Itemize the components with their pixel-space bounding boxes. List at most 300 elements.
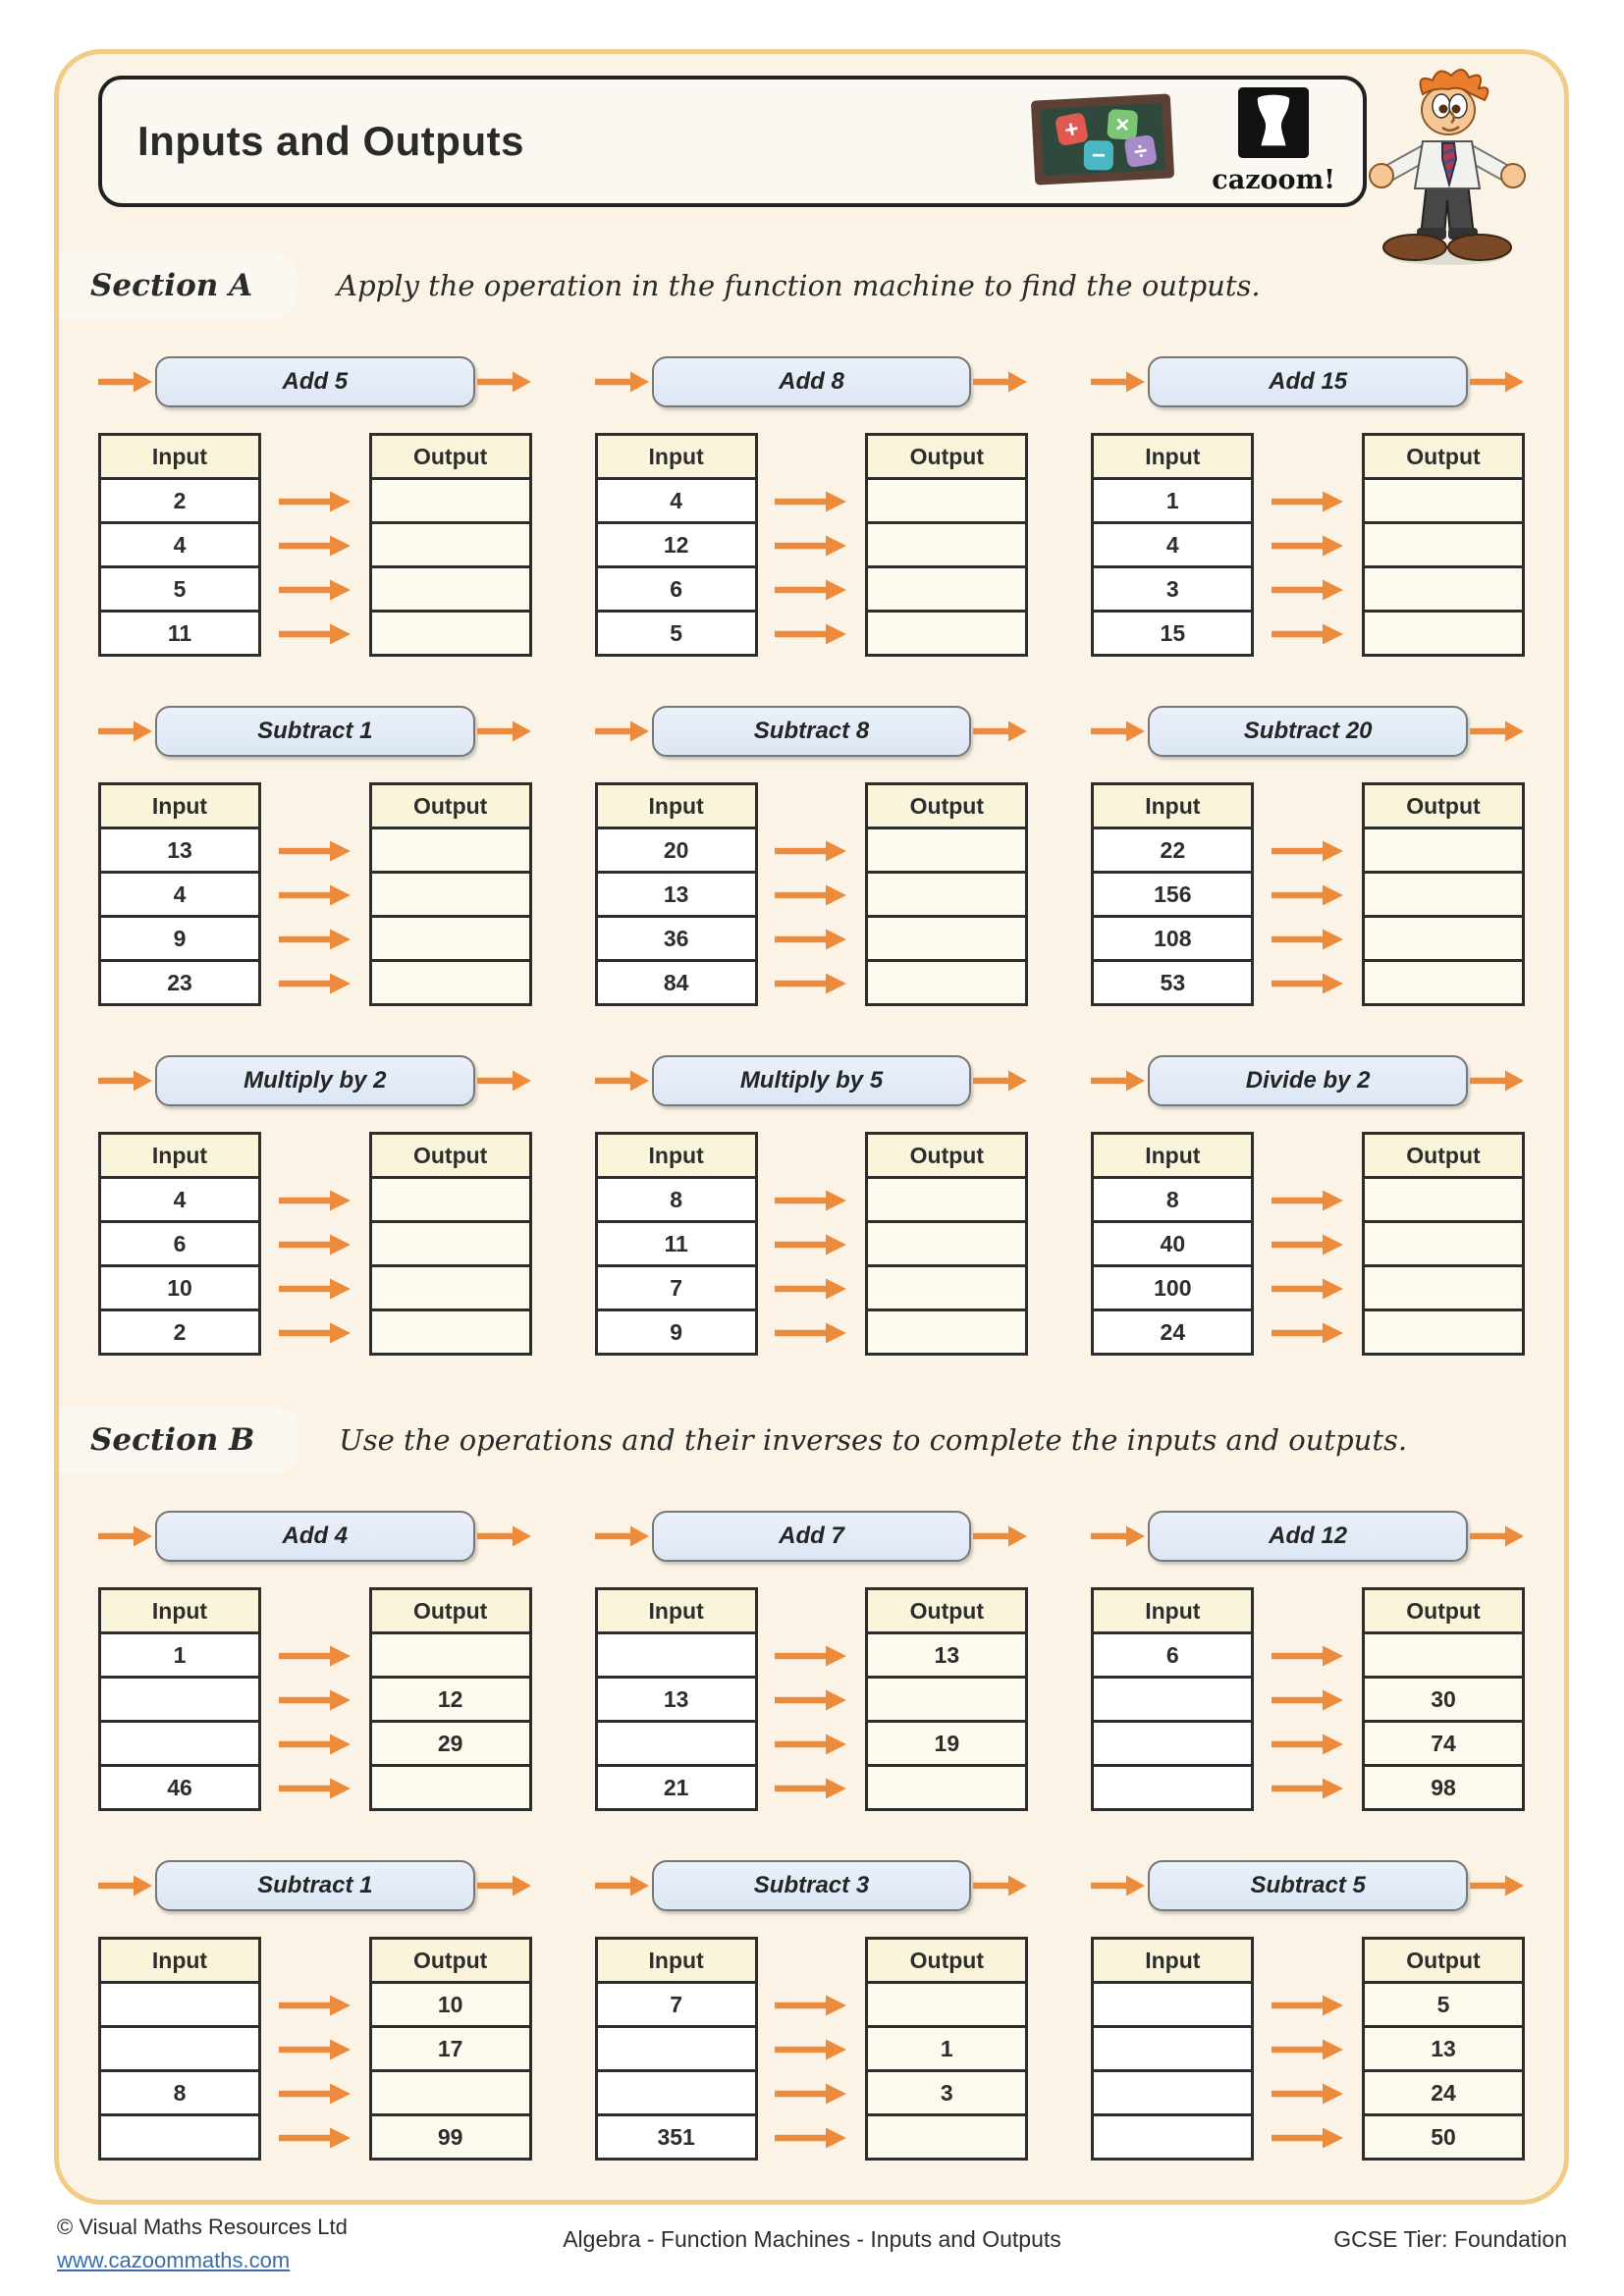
input-value-cell: 11	[596, 1222, 756, 1266]
arrow-right-icon	[1470, 1070, 1525, 1092]
row-arrows	[1254, 828, 1362, 1005]
section-b-instruction: Use the operations and their inverses to complete the inputs and outputs.	[339, 1423, 1408, 1457]
input-value-cell	[596, 1722, 756, 1766]
input-value-cell: 13	[100, 828, 260, 873]
input-value-cell: 1	[100, 1633, 260, 1678]
arrow-right-icon	[775, 1995, 847, 2016]
output-value-cell	[370, 1766, 530, 1810]
arrow-right-icon	[1272, 1995, 1344, 2016]
input-value-cell: 4	[1093, 523, 1253, 567]
function-machine	[595, 1860, 1029, 2161]
chalkboard-icon	[1029, 90, 1176, 193]
input-table	[595, 1587, 758, 1811]
output-value-cell	[867, 523, 1027, 567]
output-value-cell	[370, 1178, 530, 1222]
operation-label: Subtract 1	[257, 718, 373, 744]
arrow-right-icon	[775, 973, 847, 994]
arrow-right-icon	[973, 371, 1028, 393]
input-table	[595, 1132, 758, 1356]
arrow-right-icon	[279, 2127, 352, 2149]
row-arrows	[261, 1983, 369, 2160]
input-value-cell: 6	[596, 567, 756, 612]
output-value-cell: 1	[867, 2027, 1027, 2071]
arrow-right-icon	[1470, 1525, 1525, 1547]
input-value-cell: 8	[596, 1178, 756, 1222]
arrow-right-icon	[775, 491, 847, 512]
arrow-right-icon	[595, 1525, 650, 1547]
function-machine	[1091, 706, 1525, 1006]
output-column-header: Output	[867, 1939, 1027, 1983]
input-value-cell	[1093, 2027, 1253, 2071]
output-column-header: Output	[867, 1134, 1027, 1178]
operation-label: Add 15	[1269, 368, 1348, 395]
arrow-right-icon	[775, 2127, 847, 2149]
operation-label: Add 7	[779, 1522, 844, 1549]
arrow-right-icon	[775, 1278, 847, 1300]
input-column-header: Input	[596, 1134, 756, 1178]
arrow-right-icon	[279, 535, 352, 557]
function-machine	[98, 1055, 532, 1356]
arrow-right-icon	[98, 1525, 153, 1547]
row-arrows	[261, 1633, 369, 1810]
arrow-right-icon	[1470, 721, 1525, 742]
output-value-cell	[1363, 1266, 1523, 1310]
output-value-cell	[370, 1310, 530, 1355]
arrow-right-icon	[775, 2039, 847, 2060]
output-value-cell	[867, 828, 1027, 873]
output-table	[369, 782, 532, 1006]
row-arrows	[1254, 479, 1362, 656]
arrow-right-icon	[1272, 2083, 1344, 2105]
input-table	[1091, 1132, 1254, 1356]
input-value-cell: 4	[100, 873, 260, 917]
section-b-label: Section B	[59, 1407, 299, 1473]
output-value-cell	[370, 479, 530, 523]
output-value-cell	[1363, 567, 1523, 612]
output-table	[369, 433, 532, 657]
input-value-cell: 12	[596, 523, 756, 567]
input-value-cell: 22	[1093, 828, 1253, 873]
operation-box	[155, 1860, 475, 1911]
input-value-cell	[1093, 2115, 1253, 2160]
output-value-cell: 98	[1363, 1766, 1523, 1810]
arrow-right-icon	[98, 721, 153, 742]
input-column-header: Input	[100, 784, 260, 828]
svg-text:×: ×	[1114, 110, 1131, 138]
arrow-right-icon	[1272, 2039, 1344, 2060]
output-value-cell	[867, 1266, 1027, 1310]
operation-box	[1148, 1511, 1468, 1562]
input-table	[98, 1132, 261, 1356]
arrow-right-icon	[477, 371, 532, 393]
arrow-right-icon	[279, 623, 352, 645]
input-value-cell: 5	[596, 612, 756, 656]
arrow-right-icon	[1272, 623, 1344, 645]
output-value-cell	[370, 828, 530, 873]
function-machine	[1091, 1860, 1525, 2161]
output-value-cell	[1363, 523, 1523, 567]
output-value-cell	[867, 1222, 1027, 1266]
arrow-right-icon	[279, 1995, 352, 2016]
output-value-cell: 13	[867, 1633, 1027, 1678]
output-table	[1362, 782, 1525, 1006]
operation-label: Subtract 1	[257, 1872, 373, 1898]
input-table	[595, 433, 758, 657]
output-value-cell	[867, 479, 1027, 523]
arrow-right-icon	[1091, 1875, 1146, 1896]
output-value-cell: 17	[370, 2027, 530, 2071]
output-column-header: Output	[1363, 1134, 1523, 1178]
input-value-cell: 13	[596, 1678, 756, 1722]
cazoom-logo	[1212, 87, 1335, 195]
input-column-header: Input	[596, 1589, 756, 1633]
arrow-right-icon	[973, 1525, 1028, 1547]
output-value-cell	[370, 1266, 530, 1310]
input-value-cell	[100, 1722, 260, 1766]
row-arrows	[1254, 1983, 1362, 2160]
output-column-header: Output	[1363, 1939, 1523, 1983]
arrow-right-icon	[279, 1234, 352, 1255]
row-arrows	[758, 1633, 866, 1810]
operation-box	[652, 706, 972, 757]
output-value-cell: 19	[867, 1722, 1027, 1766]
section-a-instruction: Apply the operation in the function machine to find the outputs.	[337, 269, 1261, 302]
output-value-cell	[867, 567, 1027, 612]
arrow-right-icon	[279, 1734, 352, 1755]
input-value-cell	[100, 1678, 260, 1722]
section-a-label: Section A	[59, 252, 298, 319]
arrow-right-icon	[1272, 840, 1344, 862]
arrow-right-icon	[279, 973, 352, 994]
output-table	[865, 782, 1028, 1006]
output-value-cell	[1363, 828, 1523, 873]
output-column-header: Output	[1363, 784, 1523, 828]
output-table	[1362, 1937, 1525, 2161]
output-value-cell	[370, 523, 530, 567]
function-machine	[1091, 356, 1525, 657]
row-arrows	[1254, 1633, 1362, 1810]
arrow-right-icon	[279, 1278, 352, 1300]
arrow-right-icon	[1091, 371, 1146, 393]
input-value-cell: 100	[1093, 1266, 1253, 1310]
title-box	[98, 76, 1367, 207]
arrow-right-icon	[775, 1322, 847, 1344]
arrow-right-icon	[1272, 579, 1344, 601]
operation-box	[1148, 1055, 1468, 1106]
arrow-right-icon	[279, 579, 352, 601]
function-machine	[1091, 1055, 1525, 1356]
output-value-cell	[370, 961, 530, 1005]
input-value-cell	[1093, 1983, 1253, 2027]
output-value-cell	[370, 873, 530, 917]
row-arrows	[1254, 1178, 1362, 1355]
input-value-cell	[100, 2027, 260, 2071]
output-column-header: Output	[370, 1939, 530, 1983]
input-value-cell: 351	[596, 2115, 756, 2160]
output-value-cell: 13	[1363, 2027, 1523, 2071]
page-title: Inputs and Outputs	[137, 118, 524, 164]
input-table	[595, 1937, 758, 2161]
arrow-right-icon	[1272, 1278, 1344, 1300]
arrow-right-icon	[1091, 721, 1146, 742]
operation-box	[1148, 706, 1468, 757]
input-value-cell: 15	[1093, 612, 1253, 656]
arrow-right-icon	[775, 1734, 847, 1755]
output-table	[369, 1132, 532, 1356]
output-value-cell	[867, 1678, 1027, 1722]
operation-box	[652, 1860, 972, 1911]
input-value-cell: 53	[1093, 961, 1253, 1005]
input-value-cell	[1093, 1678, 1253, 1722]
arrow-right-icon	[1091, 1070, 1146, 1092]
output-column-header: Output	[370, 1589, 530, 1633]
arrow-right-icon	[775, 1190, 847, 1211]
worksheet-topic: Algebra - Function Machines - Inputs and Outputs	[563, 2226, 1061, 2252]
output-value-cell	[867, 873, 1027, 917]
input-value-cell: 36	[596, 917, 756, 961]
input-value-cell: 2	[100, 1310, 260, 1355]
input-table	[98, 1937, 261, 2161]
input-column-header: Input	[596, 1939, 756, 1983]
row-arrows	[261, 1178, 369, 1355]
arrow-right-icon	[1470, 371, 1525, 393]
output-value-cell	[370, 567, 530, 612]
operation-box	[652, 356, 972, 407]
input-column-header: Input	[1093, 1939, 1253, 1983]
function-machine	[98, 1511, 532, 1811]
output-table	[865, 1132, 1028, 1356]
input-column-header: Input	[1093, 1134, 1253, 1178]
output-value-cell	[1363, 479, 1523, 523]
input-value-cell: 5	[100, 567, 260, 612]
input-value-cell: 7	[596, 1983, 756, 2027]
function-machine	[98, 1860, 532, 2161]
output-value-cell: 10	[370, 1983, 530, 2027]
output-value-cell: 99	[370, 2115, 530, 2160]
operation-label: Subtract 5	[1250, 1872, 1366, 1898]
tier-label: GCSE Tier: Foundation	[1333, 2226, 1567, 2252]
operation-box	[1148, 1860, 1468, 1911]
page-footer	[57, 2211, 1567, 2277]
arrow-right-icon	[775, 884, 847, 906]
arrow-right-icon	[279, 929, 352, 950]
arrow-right-icon	[775, 2083, 847, 2105]
arrow-right-icon	[775, 929, 847, 950]
operation-box	[652, 1511, 972, 1562]
section-a-machines	[98, 356, 1525, 1356]
svg-text:−: −	[1091, 141, 1107, 169]
operation-label: Subtract 20	[1243, 718, 1373, 744]
input-value-cell: 8	[100, 2071, 260, 2115]
input-table	[98, 1587, 261, 1811]
input-value-cell: 21	[596, 1766, 756, 1810]
arrow-right-icon	[775, 1645, 847, 1667]
input-value-cell: 20	[596, 828, 756, 873]
input-value-cell: 1	[1093, 479, 1253, 523]
function-machine	[595, 706, 1029, 1006]
operation-box	[155, 1511, 475, 1562]
arrow-right-icon	[1272, 1689, 1344, 1711]
arrow-right-icon	[477, 1525, 532, 1547]
mascot-character	[1364, 62, 1531, 270]
input-value-cell	[596, 1633, 756, 1678]
input-table	[98, 433, 261, 657]
arrow-right-icon	[279, 1689, 352, 1711]
output-value-cell	[867, 1766, 1027, 1810]
function-machine	[1091, 1511, 1525, 1811]
output-table	[865, 433, 1028, 657]
operation-label: Add 12	[1269, 1522, 1348, 1549]
arrow-right-icon	[973, 721, 1028, 742]
output-value-cell: 50	[1363, 2115, 1523, 2160]
copyright-text: © Visual Maths Resources Ltd	[57, 2215, 348, 2239]
output-table	[369, 1587, 532, 1811]
input-column-header: Input	[100, 1589, 260, 1633]
arrow-right-icon	[973, 1070, 1028, 1092]
arrow-right-icon	[595, 371, 650, 393]
arrow-right-icon	[775, 579, 847, 601]
output-value-cell: 30	[1363, 1678, 1523, 1722]
input-column-header: Input	[596, 435, 756, 479]
arrow-right-icon	[775, 840, 847, 862]
arrow-right-icon	[1272, 1734, 1344, 1755]
arrow-right-icon	[98, 371, 153, 393]
input-value-cell: 24	[1093, 1310, 1253, 1355]
output-table	[1362, 1132, 1525, 1356]
arrow-right-icon	[1272, 884, 1344, 906]
arrow-right-icon	[1272, 973, 1344, 994]
input-value-cell: 4	[100, 523, 260, 567]
row-arrows	[758, 1983, 866, 2160]
operation-box	[155, 356, 475, 407]
output-value-cell	[867, 1310, 1027, 1355]
input-value-cell: 156	[1093, 873, 1253, 917]
operation-label: Multiply by 5	[739, 1067, 884, 1094]
arrow-right-icon	[1272, 2127, 1344, 2149]
input-value-cell	[1093, 1766, 1253, 1810]
output-value-cell	[370, 1222, 530, 1266]
arrow-right-icon	[595, 1070, 650, 1092]
arrow-right-icon	[973, 1875, 1028, 1896]
arrow-right-icon	[98, 1070, 153, 1092]
arrow-right-icon	[1272, 491, 1344, 512]
input-table	[1091, 1587, 1254, 1811]
output-value-cell	[867, 1178, 1027, 1222]
input-value-cell: 84	[596, 961, 756, 1005]
function-machine	[98, 706, 532, 1006]
arrow-right-icon	[279, 2039, 352, 2060]
arrow-right-icon	[279, 1322, 352, 1344]
arrow-right-icon	[775, 1689, 847, 1711]
arrow-right-icon	[1272, 929, 1344, 950]
function-machine	[595, 1055, 1029, 1356]
arrow-right-icon	[279, 491, 352, 512]
output-column-header: Output	[1363, 1589, 1523, 1633]
operation-label: Add 4	[282, 1522, 349, 1549]
output-value-cell: 3	[867, 2071, 1027, 2115]
arrow-right-icon	[775, 1778, 847, 1799]
arrow-right-icon	[1272, 535, 1344, 557]
row-arrows	[261, 828, 369, 1005]
input-value-cell: 108	[1093, 917, 1253, 961]
section-b-machines	[98, 1511, 1525, 2161]
arrow-right-icon	[477, 1875, 532, 1896]
row-arrows	[261, 479, 369, 656]
operation-label: Add 5	[282, 368, 349, 395]
input-value-cell: 9	[100, 917, 260, 961]
output-table	[369, 1937, 532, 2161]
input-column-header: Input	[596, 784, 756, 828]
output-value-cell	[370, 917, 530, 961]
row-arrows	[758, 828, 866, 1005]
input-table	[98, 782, 261, 1006]
output-value-cell: 74	[1363, 1722, 1523, 1766]
output-value-cell	[370, 612, 530, 656]
arrow-right-icon	[1470, 1875, 1525, 1896]
output-column-header: Output	[370, 435, 530, 479]
input-value-cell	[1093, 2071, 1253, 2115]
output-table	[865, 1587, 1028, 1811]
output-column-header: Output	[867, 435, 1027, 479]
input-value-cell: 6	[1093, 1633, 1253, 1678]
website-link[interactable]: www.cazoommaths.com	[57, 2248, 291, 2273]
arrow-right-icon	[1272, 1234, 1344, 1255]
arrow-right-icon	[775, 535, 847, 557]
input-table	[1091, 782, 1254, 1006]
arrow-right-icon	[98, 1875, 153, 1896]
input-value-cell	[596, 2071, 756, 2115]
output-value-cell	[1363, 612, 1523, 656]
input-column-header: Input	[100, 1939, 260, 1983]
operation-label: Add 8	[779, 368, 844, 395]
arrow-right-icon	[1272, 1322, 1344, 1344]
output-value-cell	[1363, 961, 1523, 1005]
arrow-right-icon	[775, 623, 847, 645]
input-column-header: Input	[1093, 784, 1253, 828]
input-value-cell: 3	[1093, 567, 1253, 612]
input-value-cell: 10	[100, 1266, 260, 1310]
output-value-cell: 5	[1363, 1983, 1523, 2027]
input-table	[1091, 433, 1254, 657]
operation-label: Subtract 3	[753, 1872, 870, 1898]
input-value-cell	[100, 2115, 260, 2160]
input-column-header: Input	[1093, 435, 1253, 479]
input-column-header: Input	[100, 435, 260, 479]
function-machine	[595, 1511, 1029, 1811]
input-table	[595, 782, 758, 1006]
output-column-header: Output	[867, 784, 1027, 828]
arrow-right-icon	[279, 2083, 352, 2105]
output-value-cell	[867, 612, 1027, 656]
cazoom-goblet-icon	[1238, 87, 1309, 163]
output-value-cell	[1363, 1178, 1523, 1222]
function-machine	[595, 356, 1029, 657]
output-value-cell: 12	[370, 1678, 530, 1722]
function-machine	[98, 356, 532, 657]
operation-label: Divide by 2	[1245, 1067, 1371, 1094]
input-value-cell	[1093, 1722, 1253, 1766]
input-value-cell: 7	[596, 1266, 756, 1310]
input-value-cell: 4	[100, 1178, 260, 1222]
arrow-right-icon	[477, 1070, 532, 1092]
input-value-cell: 13	[596, 873, 756, 917]
row-arrows	[758, 1178, 866, 1355]
svg-text:÷: ÷	[1132, 136, 1150, 166]
arrow-right-icon	[595, 721, 650, 742]
input-value-cell: 8	[1093, 1178, 1253, 1222]
input-value-cell	[100, 1983, 260, 2027]
output-value-cell: 24	[1363, 2071, 1523, 2115]
